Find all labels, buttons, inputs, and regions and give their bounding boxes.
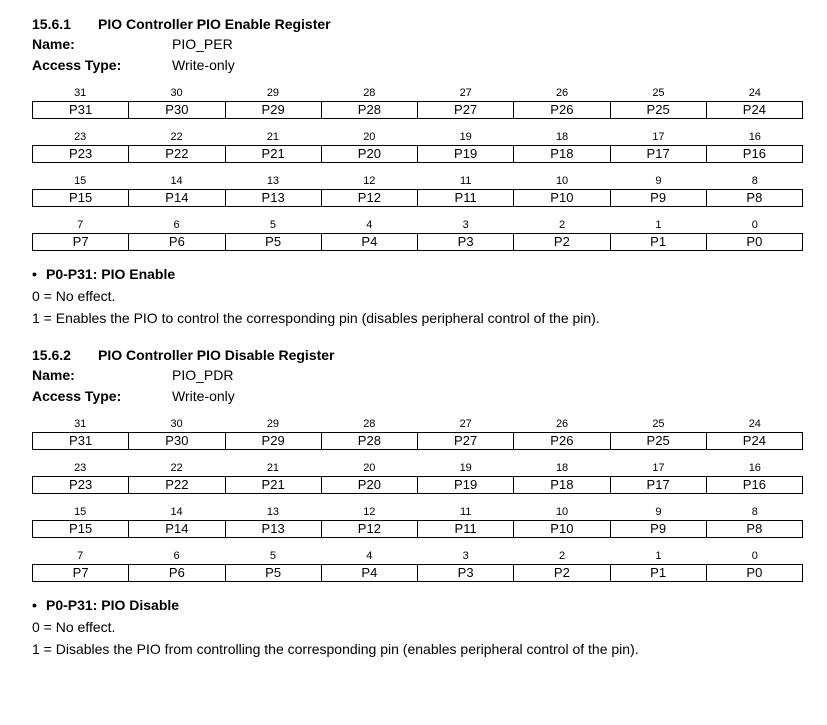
bit-number: 21 xyxy=(266,462,280,474)
bit-number: 23 xyxy=(74,131,87,143)
bit-number: 0 xyxy=(751,550,758,562)
bit-number: 9 xyxy=(655,506,662,518)
bit-number: 20 xyxy=(363,462,376,474)
bit-number: 4 xyxy=(366,219,373,231)
access-type-row xyxy=(32,55,803,76)
register-field-cell: P12 xyxy=(321,190,417,207)
field-description-heading: P0-P31: PIO Disable xyxy=(46,597,180,613)
register-field-cell: P15 xyxy=(33,521,129,538)
bit-number: 26 xyxy=(555,418,569,430)
bit-number: 24 xyxy=(748,418,761,430)
register-field-table xyxy=(32,101,803,119)
register-field-cell: P27 xyxy=(418,102,514,119)
bit-number: 1 xyxy=(655,550,662,562)
register-byte-row xyxy=(32,416,803,460)
bit-number: 6 xyxy=(173,219,180,231)
pio-disable-register-section xyxy=(32,345,803,660)
bit-number: 19 xyxy=(459,131,472,143)
register-field-cell: P4 xyxy=(321,565,417,582)
field-description xyxy=(32,263,803,329)
register-field-cell: P1 xyxy=(610,565,706,582)
register-field-table xyxy=(32,476,803,494)
bit-number-row xyxy=(32,504,803,520)
register-field-cell: P28 xyxy=(321,433,417,450)
register-field-row xyxy=(33,146,803,163)
register-field-cell: P8 xyxy=(706,521,802,538)
bit-number: 28 xyxy=(363,418,376,430)
register-field-cell: P30 xyxy=(129,433,225,450)
bit-number: 22 xyxy=(170,131,183,143)
register-field-cell: P19 xyxy=(418,146,514,163)
bit-number: 29 xyxy=(266,87,280,99)
register-field-cell: P4 xyxy=(321,234,417,251)
bit-number: 6 xyxy=(173,550,180,562)
bit-number-row xyxy=(32,129,803,145)
bit-number: 3 xyxy=(462,219,469,231)
bit-number: 5 xyxy=(269,219,276,231)
register-byte-row xyxy=(32,129,803,173)
bit-number: 1 xyxy=(655,219,662,231)
field-description xyxy=(32,594,803,660)
bit-number: 26 xyxy=(555,87,569,99)
bit-number-row xyxy=(32,548,803,564)
register-field-cell: P0 xyxy=(706,565,802,582)
register-field-table xyxy=(32,564,803,582)
register-field-cell: P11 xyxy=(418,190,514,207)
register-bit-map xyxy=(32,416,803,592)
bit-number: 29 xyxy=(266,418,280,430)
register-field-cell: P16 xyxy=(706,146,802,163)
register-name-row xyxy=(32,34,803,55)
register-field-cell: P27 xyxy=(418,433,514,450)
bit-number: 18 xyxy=(555,462,569,474)
bit-number: 25 xyxy=(652,418,665,430)
bit-number: 14 xyxy=(170,175,183,187)
name-label: Name: xyxy=(32,36,75,52)
bit-number: 30 xyxy=(170,418,183,430)
bit-number: 27 xyxy=(459,418,472,430)
bit-number: 13 xyxy=(266,175,280,187)
bit-number: 11 xyxy=(459,506,472,518)
register-field-cell: P6 xyxy=(129,234,225,251)
section-number: 15.6.1 xyxy=(32,16,71,32)
bit-number: 11 xyxy=(459,175,472,187)
bit-number: 28 xyxy=(363,87,376,99)
register-field-row xyxy=(33,102,803,119)
register-field-cell: P18 xyxy=(514,146,610,163)
bit-number: 16 xyxy=(748,462,761,474)
register-field-row xyxy=(33,433,803,450)
register-field-cell: P17 xyxy=(610,146,706,163)
section-title: PIO Controller PIO Disable Register xyxy=(98,347,335,363)
bit-number: 20 xyxy=(363,131,376,143)
register-name-value: PIO_PDR xyxy=(172,367,234,383)
register-field-cell: P16 xyxy=(706,477,802,494)
section-title: PIO Controller PIO Enable Register xyxy=(98,16,331,32)
bit-number: 17 xyxy=(652,462,665,474)
field-description-line: 0 = No effect. xyxy=(32,619,116,635)
bit-number: 23 xyxy=(74,462,87,474)
register-field-cell: P31 xyxy=(33,433,129,450)
bit-number: 31 xyxy=(74,87,87,99)
register-field-table xyxy=(32,189,803,207)
register-field-cell: P5 xyxy=(225,234,321,251)
bit-number: 12 xyxy=(363,175,376,187)
bit-number: 18 xyxy=(555,131,569,143)
register-field-row xyxy=(33,234,803,251)
register-field-cell: P26 xyxy=(514,102,610,119)
bit-number: 15 xyxy=(74,175,87,187)
bullet-icon: • xyxy=(32,597,37,613)
bit-number: 7 xyxy=(77,219,84,231)
register-field-cell: P22 xyxy=(129,146,225,163)
register-field-cell: P9 xyxy=(610,190,706,207)
access-type-row xyxy=(32,386,803,407)
register-field-cell: P3 xyxy=(418,565,514,582)
bit-number-row xyxy=(32,460,803,476)
register-field-cell: P31 xyxy=(33,102,129,119)
bit-number: 19 xyxy=(459,462,472,474)
bit-number-row xyxy=(32,217,803,233)
register-field-cell: P11 xyxy=(418,521,514,538)
register-field-cell: P22 xyxy=(129,477,225,494)
bit-number: 10 xyxy=(555,175,569,187)
register-field-cell: P26 xyxy=(514,433,610,450)
access-type-value: Write-only xyxy=(172,388,235,404)
register-field-cell: P20 xyxy=(321,146,417,163)
register-field-cell: P2 xyxy=(514,234,610,251)
bit-number: 12 xyxy=(363,506,376,518)
field-description-line: 0 = No effect. xyxy=(32,288,116,304)
bit-number: 25 xyxy=(652,87,665,99)
access-type-value: Write-only xyxy=(172,57,235,73)
register-byte-row xyxy=(32,460,803,504)
bit-number: 22 xyxy=(170,462,183,474)
bit-number-row xyxy=(32,416,803,432)
register-field-cell: P20 xyxy=(321,477,417,494)
register-field-cell: P25 xyxy=(610,102,706,119)
register-field-row xyxy=(33,521,803,538)
bit-number: 21 xyxy=(266,131,280,143)
register-field-cell: P29 xyxy=(225,102,321,119)
register-field-cell: P30 xyxy=(129,102,225,119)
bit-number: 2 xyxy=(559,219,566,231)
pio-enable-register-section xyxy=(32,14,803,329)
register-field-table xyxy=(32,233,803,251)
bit-number: 24 xyxy=(748,87,761,99)
register-byte-row xyxy=(32,173,803,217)
register-field-cell: P0 xyxy=(706,234,802,251)
register-name-row xyxy=(32,365,803,386)
bit-number: 30 xyxy=(170,87,183,99)
access-type-label: Access Type: xyxy=(32,388,122,404)
register-field-cell: P15 xyxy=(33,190,129,207)
register-byte-row xyxy=(32,85,803,129)
register-field-cell: P7 xyxy=(33,234,129,251)
register-field-cell: P14 xyxy=(129,521,225,538)
bit-number: 3 xyxy=(462,550,469,562)
bit-number-row xyxy=(32,85,803,101)
bit-number: 0 xyxy=(751,219,758,231)
bit-number: 9 xyxy=(655,175,662,187)
name-label: Name: xyxy=(32,367,75,383)
register-field-cell: P21 xyxy=(225,146,321,163)
field-description-heading: P0-P31: PIO Enable xyxy=(46,266,176,282)
register-field-cell: P24 xyxy=(706,433,802,450)
section-heading xyxy=(32,345,803,365)
register-field-cell: P13 xyxy=(225,190,321,207)
register-field-cell: P24 xyxy=(706,102,802,119)
section-heading xyxy=(32,14,803,34)
register-field-table xyxy=(32,520,803,538)
bit-number: 27 xyxy=(459,87,472,99)
access-type-label: Access Type: xyxy=(32,57,122,73)
bit-number: 17 xyxy=(652,131,665,143)
field-description-line: 1 = Enables the PIO to control the corresponding pin (disables peripheral control of the pin). xyxy=(32,310,600,326)
register-field-cell: P14 xyxy=(129,190,225,207)
register-field-cell: P19 xyxy=(418,477,514,494)
bullet-icon: • xyxy=(32,266,37,282)
register-field-cell: P29 xyxy=(225,433,321,450)
register-name-value: PIO_PER xyxy=(172,36,233,52)
register-field-cell: P7 xyxy=(33,565,129,582)
register-field-cell: P12 xyxy=(321,521,417,538)
register-field-cell: P5 xyxy=(225,565,321,582)
register-field-cell: P25 xyxy=(610,433,706,450)
register-field-cell: P10 xyxy=(514,521,610,538)
register-byte-row xyxy=(32,548,803,592)
register-field-cell: P23 xyxy=(33,477,129,494)
bit-number: 15 xyxy=(74,506,87,518)
section-number: 15.6.2 xyxy=(32,347,71,363)
register-field-cell: P28 xyxy=(321,102,417,119)
register-field-cell: P18 xyxy=(514,477,610,494)
field-description-title xyxy=(32,263,803,285)
register-field-cell: P17 xyxy=(610,477,706,494)
field-description-title xyxy=(32,594,803,616)
register-field-table xyxy=(32,432,803,450)
bit-number-row xyxy=(32,173,803,189)
register-field-row xyxy=(33,565,803,582)
register-field-row xyxy=(33,190,803,207)
bit-number: 5 xyxy=(269,550,276,562)
bit-number: 8 xyxy=(751,506,758,518)
register-field-cell: P6 xyxy=(129,565,225,582)
register-field-row xyxy=(33,477,803,494)
bit-number: 16 xyxy=(748,131,761,143)
bit-number: 4 xyxy=(366,550,373,562)
bit-number: 14 xyxy=(170,506,183,518)
bit-number: 10 xyxy=(555,506,569,518)
register-byte-row xyxy=(32,504,803,548)
bit-number: 2 xyxy=(559,550,566,562)
bit-number: 13 xyxy=(266,506,280,518)
register-field-cell: P13 xyxy=(225,521,321,538)
register-field-cell: P1 xyxy=(610,234,706,251)
register-field-cell: P23 xyxy=(33,146,129,163)
bit-number: 31 xyxy=(74,418,87,430)
register-field-cell: P2 xyxy=(514,565,610,582)
register-field-cell: P21 xyxy=(225,477,321,494)
register-field-cell: P3 xyxy=(418,234,514,251)
bit-number: 8 xyxy=(751,175,758,187)
register-byte-row xyxy=(32,217,803,261)
register-field-table xyxy=(32,145,803,163)
register-field-cell: P9 xyxy=(610,521,706,538)
bit-number: 7 xyxy=(77,550,84,562)
register-bit-map xyxy=(32,85,803,261)
field-description-line: 1 = Disables the PIO from controlling the corresponding pin (enables peripheral control of the pin). xyxy=(32,641,639,657)
register-field-cell: P10 xyxy=(514,190,610,207)
register-field-cell: P8 xyxy=(706,190,802,207)
